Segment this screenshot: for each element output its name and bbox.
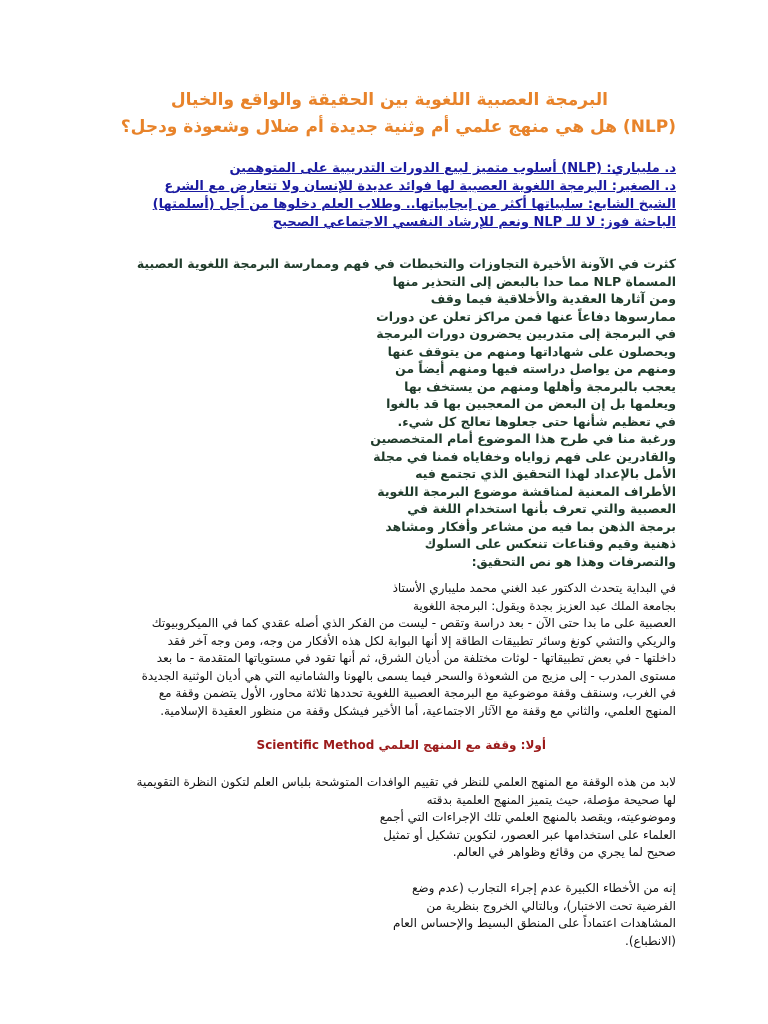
intro-paragraph	[116, 255, 676, 570]
text-line: إنه من الأخطاء الكبيرة عدم إجراء التجارب (عدم وضع	[412, 881, 676, 895]
text-line: ممارسوها دفاعاً عنها فمن مراكز تعلن عن دورات	[376, 308, 676, 324]
text-line: يعجب بالبرمجة وأهلها ومنهم من يستخف بها	[404, 378, 676, 394]
headline-links	[76, 160, 676, 232]
text-line: والتصرفات وهذا هو نص التحقيق:	[471, 553, 676, 569]
text-line: برمجة الذهن بما فيه من مشاعر وأفكار ومشاهد	[385, 518, 676, 534]
text-line: العصبية والتي تعرف بأنها استخدام اللغة في	[407, 501, 676, 516]
text-line: في البداية يتحدث الدكتور عبد الغني محمد مليباري الأستاذ	[392, 581, 676, 595]
section-heading: أولا: وقفة مع المنهج العلمي Scientific Method	[256, 738, 546, 752]
text-line: ويعلمها بل إن البعض من المعجبين بها قد بالغوا	[386, 396, 676, 411]
text-line: العلماء على استخدامها عبر العصور، لتكوين تشكيل أو تمثيل	[383, 827, 676, 842]
text-line: كثرت في الآونة الأخيرة التجاوزات والتخبطات في فهم وممارسة البرمجة اللغوية العصبية	[136, 256, 676, 271]
text-line: مستوى المدرب - إلى مزيج من الشعوذة والسحر فيما يسمى بالهونا والشامانيه التي هي أديان الوثنية الجديدة	[141, 668, 676, 683]
article-title: البرمجة العصبية اللغوية بين الحقيقة والواقع والخيال	[170, 90, 608, 110]
text-line: في الغرب، وسنقف وقفة موضوعية مع البرمجة العصبية اللغوية تحددها ثلاثة محاور، الأول يتضمن وقفة مع	[158, 686, 676, 700]
text-line: في تعظيم شأنها حتى جعلوها تعالج كل شيء.	[397, 413, 676, 429]
article-subtitle: (NLP) هل هي منهج علمي أم وثنية جديدة أم ضلال وشعوذة ودجل؟	[120, 117, 676, 137]
headline-link[interactable]: الشيخ الشايع: سلبياتها أكثر من إيجابياتها.. وطلاب العلم دخلوها من أجل (أسلمتها)	[152, 197, 676, 212]
errors-paragraph	[176, 880, 676, 950]
text-line: ومنهم من يواصل دراسته فيها ومنهم أيضاً من	[395, 361, 676, 376]
text-line: لابد من هذه الوقفة مع المنهج العلمي للنظر في تقييم الوافدات المتوشحة بلباس العلم لتكون النظرة التقويمية	[136, 775, 676, 789]
text-line: بجامعة الملك عبد العزيز بجدة ويقول: البرمجة اللغوية	[413, 598, 676, 613]
text-line: صحيح لما يجري من وقائع وظواهر في العالم.	[452, 845, 676, 859]
headline-link[interactable]: د. مليباري: (NLP) أسلوب متميز لبيع الدورات التدريبية على المتوهمين	[229, 161, 676, 176]
text-line: والريكي والتشي كونغ وسائر تطبيقات الطاقة إلا أنها البوابة لكل هذه الأفكار من وجه، ومن وجه آخر فقد	[167, 633, 676, 648]
text-line: وموضوعيته، ويقصد بالمنهج العلمي تلك الإجراءات التي أجمع	[379, 810, 676, 824]
text-line: لها صحيحة مؤصلة، حيث يتميز المنهج العلمية بدقته	[426, 792, 676, 807]
text-line: داخلتها - في بعض تطبيقاتها - لوثات مختلفة من أديان الشرق، ثم أنها تقود في مستوياتها المتقدمة - ما بعد	[156, 651, 676, 665]
text-line: الأطراف المعنية لمناقشة موضوع البرمجة اللغوية	[377, 483, 676, 499]
text-line: والقادرين على فهم زواياه وخفاياه فمنا في مجلة	[373, 448, 676, 464]
text-line: المشاهدات اعتماداً على المنطق البسيط والإحساس العام	[393, 916, 676, 930]
text-line: ويحصلون على شهاداتها ومنهم من يتوقف عنها	[387, 343, 676, 359]
text-line: الأمل بالإعداد لهذا التحقيق الذي تجتمع فيه	[415, 466, 676, 481]
headline-link[interactable]: الباحثة فوز: لا للـ NLP ونعم للإرشاد النفسي الاجتماعي الصحيح	[272, 215, 676, 230]
text-line: ورغبة منا في طرح هذا الموضوع أمام المتخصصين	[370, 431, 676, 446]
text-line: ذهنية وقيم وقناعات تنعكس على السلوك	[424, 536, 676, 551]
text-line: ومن آثارها العقدية والأخلاقية فيما وقف	[430, 291, 676, 306]
text-line: (الانطباع).	[625, 933, 676, 948]
method-paragraph	[76, 774, 676, 862]
headline-link[interactable]: د. الصغير: البرمجة اللغوية العصبية لها فوائد عديدة للإنسان ولا تتعارض مع الشرع	[164, 179, 676, 194]
interview-paragraph	[76, 580, 676, 720]
text-line: المنهج العلمي، والثاني مع وقفة مع الآثار الاجتماعية، أما الأخير فيشكل وقفة من منظور العقيدة الإسلامية.	[160, 703, 676, 718]
text-line: المسماة NLP مما حدا بالبعض إلى التحذير منها	[392, 273, 676, 289]
text-line: العصبية على ما بدا حتى الآن - بعد دراسة وتقص - ليست من الفكر الذي أصله عقدي كما في االميكروبيوتك	[151, 616, 676, 630]
text-line: الفرضية تحت الاختبار)، وبالتالي الخروج بنظرية من	[426, 898, 676, 913]
text-line: في البرمجة إلى متدربين يحضرون دورات البرمجة	[376, 326, 676, 341]
